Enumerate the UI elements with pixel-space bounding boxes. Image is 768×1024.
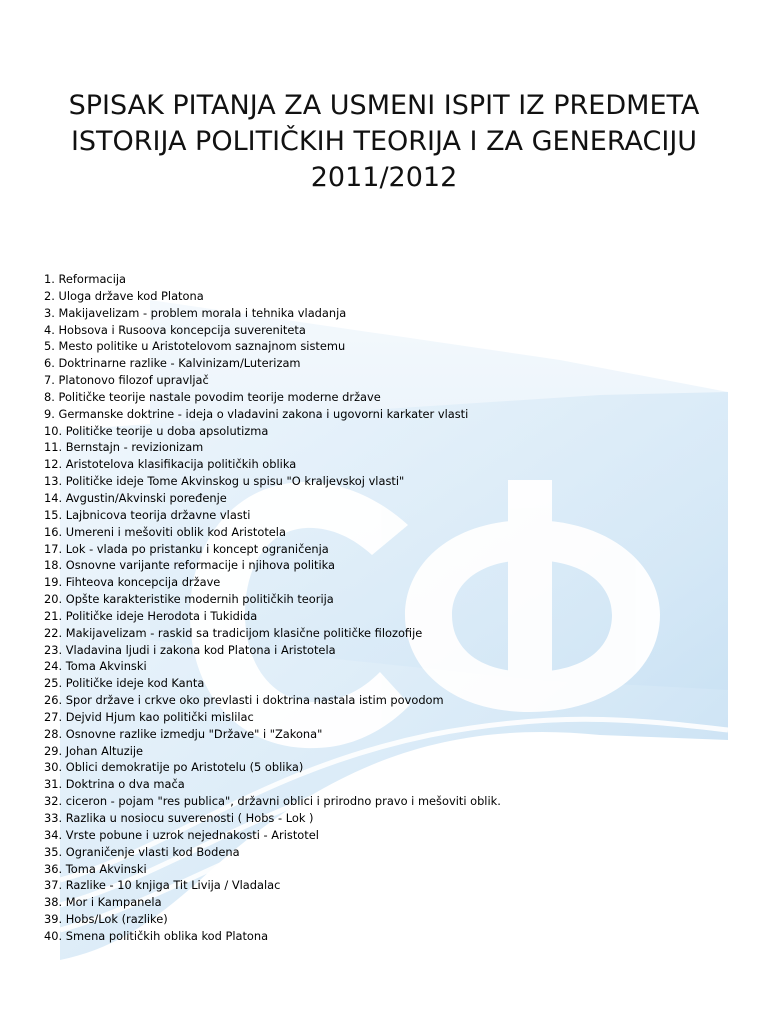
question-item: 2. Uloga države kod Platona (44, 288, 204, 303)
title-line-3: 2011/2012 (310, 162, 458, 193)
question-item: 12. Aristotelova klasifikacija političkih oblika (44, 457, 297, 472)
title-line-2: ISTORIJA POLITIČKIH TEORIJA I ZA GENERACIJU (70, 126, 698, 157)
question-item: 7. Platonovo filozof upravljač (44, 373, 209, 388)
question-item: 19. Fihteova koncepcija države (44, 575, 221, 590)
question-item: 35. Ograničenje vlasti kod Bodena (44, 844, 240, 859)
question-item: 27. Dejvid Hjum kao politički mislilac (44, 709, 254, 724)
question-item: 1. Reformacija (44, 272, 127, 286)
question-item: 29. Johan Altuzije (44, 743, 144, 758)
question-item: 30. Oblici demokratije po Aristotelu (5 oblika) (44, 760, 304, 775)
question-item: 23. Vladavina ljudi i zakona kod Platona i Aristotela (44, 642, 336, 657)
question-item: 5. Mesto politike u Aristotelovom saznajnom sistemu (44, 339, 346, 354)
question-item: 32. ciceron - pojam "res publica", državni oblici i prirodno pravo i mešoviti oblik. (44, 794, 501, 809)
question-item: 25. Političke ideje kod Kanta (44, 676, 205, 691)
question-item: 13. Političke ideje Tome Akvinskog u spisu "O kraljevskoj vlasti" (44, 474, 405, 489)
question-item: 34. Vrste pobune i uzrok nejednakosti - Aristotel (44, 827, 319, 842)
question-item: 36. Toma Akvinski (44, 861, 147, 876)
question-item: 40. Smena političkih oblika kod Platona (44, 928, 269, 943)
question-item: 17. Lok - vlada po pristanku i koncept ograničenja (44, 541, 329, 556)
question-item: 3. Makijavelizam - problem morala i tehnika vladanja (44, 305, 347, 320)
question-item: 38. Mor i Kampanela (44, 895, 162, 910)
title-line-1: SPISAK PITANJA ZA USMENI ISPIT IZ PREDMETA (68, 90, 700, 121)
question-item: 11. Bernstajn - revizionizam (44, 440, 204, 455)
question-item: 4. Hobsova i Rusoova koncepcija suvereniteta (44, 322, 306, 337)
question-item: 39. Hobs/Lok (razlike) (44, 912, 168, 927)
question-item: 21. Političke ideje Herodota i Tukidida (44, 608, 258, 623)
question-item: 8. Političke teorije nastale povodim teorije moderne države (44, 389, 381, 404)
question-item: 31. Doktrina o dva mača (44, 777, 185, 792)
question-item: 24. Toma Akvinski (44, 659, 147, 674)
question-item: 10. Političke teorije u doba apsolutizma (44, 423, 269, 438)
question-item: 28. Osnovne razlike izmedju "Države" i "Zakona" (44, 726, 323, 741)
question-item: 16. Umereni i mešoviti oblik kod Aristotela (44, 524, 286, 539)
question-item: 6. Doktrinarne razlike - Kalvinizam/Luterizam (44, 356, 301, 371)
question-item: 37. Razlike - 10 knjiga Tit Livija / Vladalac (44, 878, 281, 893)
question-item: 9. Germanske doktrine - ideja o vladavini zakona i ugovorni karkater vlasti (44, 406, 469, 421)
question-item: 14. Avgustin/Akvinski poređenje (44, 490, 227, 505)
question-list (44, 271, 724, 945)
question-item: 15. Lajbnicova teorija državne vlasti (44, 507, 251, 522)
question-item: 20. Opšte karakteristike modernih političkih teorija (44, 592, 334, 607)
document-title (40, 88, 728, 196)
question-item: 26. Spor države i crkve oko prevlasti i doktrina nastala istim povodom (44, 693, 444, 708)
question-item: 33. Razlika u nosiocu suverenosti ( Hobs - Lok ) (44, 811, 314, 825)
question-item: 22. Makijavelizam - raskid sa tradicijom klasične političke filozofije (44, 625, 423, 640)
question-item: 18. Osnovne varijante reformacije i njihova politika (44, 558, 336, 573)
